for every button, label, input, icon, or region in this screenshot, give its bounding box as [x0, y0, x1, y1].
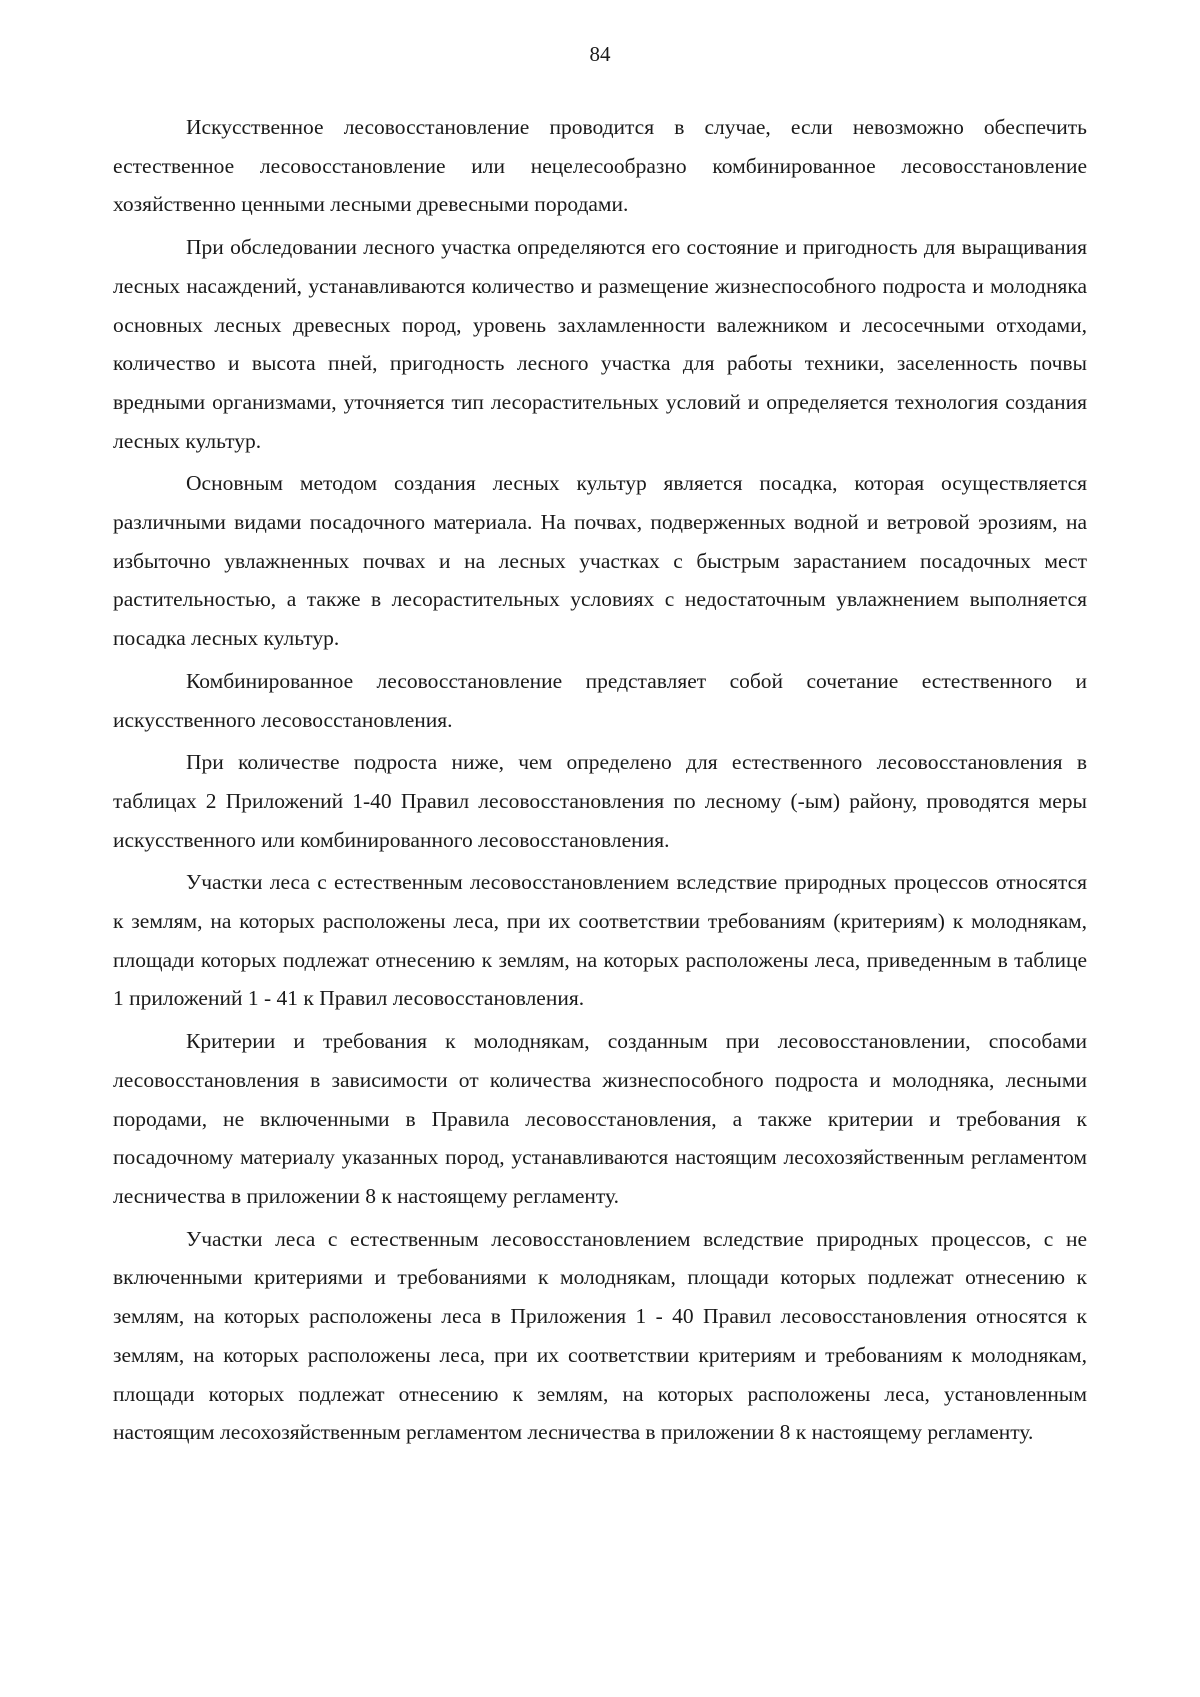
body-text — [113, 108, 1087, 1456]
paragraph-young-stand-criteria: Критерии и требования к молоднякам, созданным при лесовосстановлении, способами лесовосстановления в зависимости от количества жизнеспособного подроста и молодняка, лесными породами, не включенными в Правила лесовосстановления, а также критерии и требования к посадочному материалу указанных пород, устанавливаются настоящим лесохозяйственным регламентом лесничества в приложении 8 к настоящему регламенту. — [113, 1029, 1087, 1208]
page-number: 84 — [589, 42, 611, 66]
paragraph-undergrowth-quantity: При количестве подроста ниже, чем определено для естественного лесовосстановления в таблицах 2 Приложений 1-40 Правил лесовосстановления по лесному (-ым) району, проводятся меры искусственного или комбинированного лесовосстановления. — [113, 750, 1087, 852]
paragraph-excluded-criteria-plots: Участки леса с естественным лесовосстановлением вследствие природных процессов, с не включенными критериями и требованиями к молоднякам, площади которых подлежат отнесению к землям, на которых расположены леса в Приложения 1 - 40 Правил лесовосстановления относятся к землям, на которых расположены леса, при их соответствии критериям и требованиям к молоднякам, площади которых подлежат отнесению к землям, на которых расположены леса, установленным настоящим лесохозяйственным регламентом лесничества в приложении 8 к настоящему регламенту. — [113, 1226, 1087, 1445]
paragraph-planting-method: Основным методом создания лесных культур является посадка, которая осуществляется различными видами посадочного материала. На почвах, подверженных водной и ветровой эрозиям, на избыточно увлажненных почвах и на лесных участках с быстрым зарастанием посадочных мест растительностью, а также в лесорастительных условиях с недостаточным увлажнением выполняется посадка лесных культур. — [113, 471, 1087, 651]
paragraph-combined-reforestation: Комбинированное лесовосстановление представляет собой сочетание естественного и искусственного лесовосстановления. — [113, 668, 1087, 732]
paragraph-artificial-reforestation: Искусственное лесовосстановление проводится в случае, если невозможно обеспечить естественное лесовосстановление или нецелесообразно комбинированное лесовосстановление хозяйственно ценными лесными древесными породами. — [113, 115, 1087, 217]
paragraph-natural-regeneration-plots: Участки леса с естественным лесовосстановлением вследствие природных процессов относятся к землям, на которых расположены леса, при их соответствии требованиям (критериям) к молоднякам, площади которых подлежат отнесению к землям, на которых расположены леса, приведенным в таблице 1 приложений 1 - 41 к Правил лесовосстановления. — [113, 870, 1087, 1011]
paragraph-site-survey: При обследовании лесного участка определяются его состояние и пригодность для выращивания лесных насаждений, устанавливаются количество и размещение жизнеспособного подроста и молодняка основных лесных древесных пород, уровень захламленности валежником и лесосечными отходами, количество и высота пней, пригодность лесного участка для работы техники, заселенность почвы вредными организмами, уточняется тип лесорастительных условий и определяется технология создания лесных культур. — [113, 235, 1087, 453]
